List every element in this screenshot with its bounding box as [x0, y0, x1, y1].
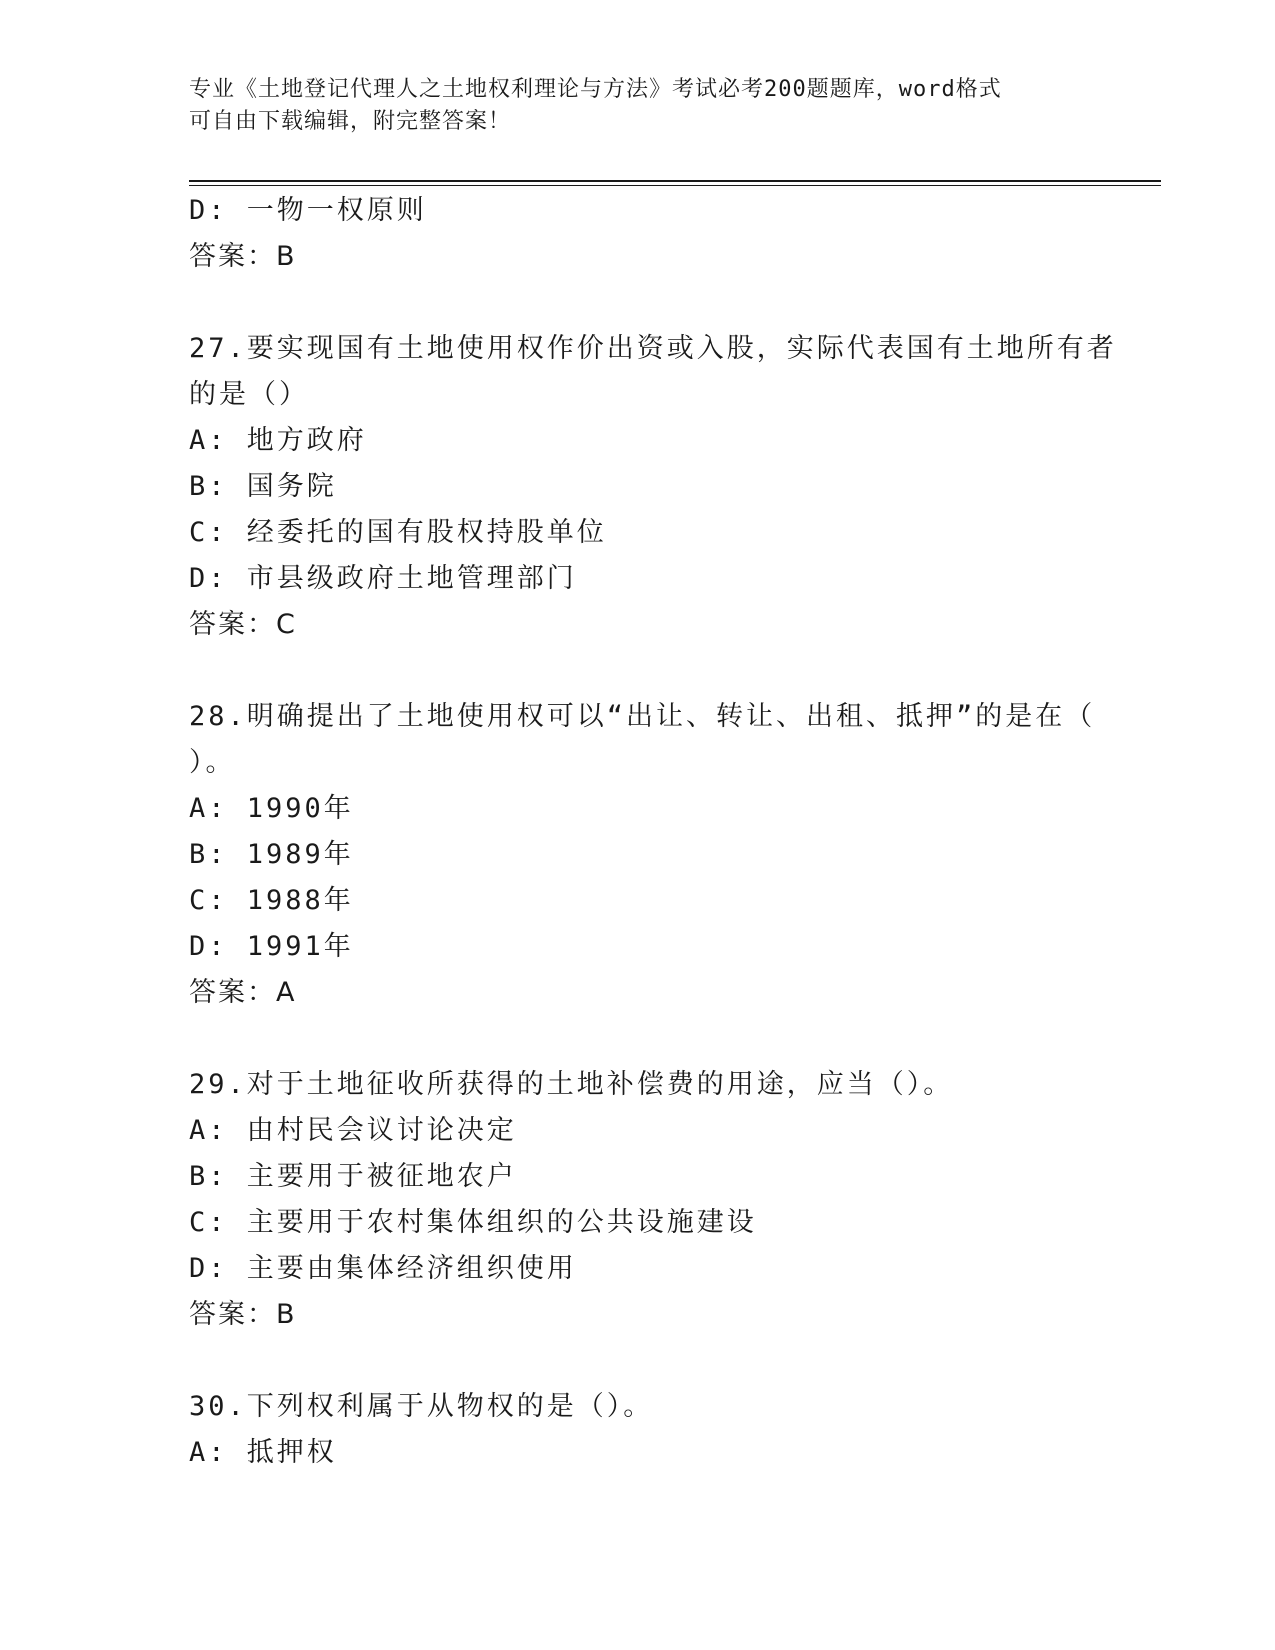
answer-line: 答案：B: [189, 1299, 297, 1330]
option-b: B: 1989年: [189, 839, 354, 870]
option-d: D: 一物一权原则: [189, 195, 427, 226]
question-stem: 的是（）: [189, 379, 309, 410]
question-stem: ）。: [189, 747, 236, 778]
question-stem: 28.明确提出了土地使用权可以“出让、转让、出租、抵押”的是在（: [189, 701, 1096, 732]
spacer: [189, 648, 1089, 694]
option-a: A: 1990年: [189, 793, 354, 824]
option-a: A: 地方政府: [189, 425, 367, 456]
answer-line: 答案：B: [189, 241, 297, 272]
option-c: C: 1988年: [189, 885, 354, 916]
question-stem: 29.对于土地征收所获得的土地补偿费的用途，应当（）。: [189, 1069, 954, 1100]
question-30: [189, 1384, 1089, 1476]
option-a: A: 由村民会议讨论决定: [189, 1115, 517, 1146]
option-c: C: 经委托的国有股权持股单位: [189, 517, 607, 548]
spacer: [189, 280, 1089, 326]
header-line-2: 可自由下载编辑，附完整答案！: [189, 109, 512, 134]
document-header: [189, 74, 1059, 138]
header-rule-thin: [189, 185, 1161, 186]
question-29: [189, 1062, 1089, 1338]
spacer: [189, 1338, 1089, 1384]
option-c: C: 主要用于农村集体组织的公共设施建设: [189, 1207, 757, 1238]
header-rule-thick: [189, 180, 1161, 182]
question-28: [189, 694, 1096, 1016]
option-d: D: 1991年: [189, 931, 354, 962]
option-b: B: 国务院: [189, 471, 337, 502]
answer-line: 答案：C: [189, 609, 297, 640]
question-list: [189, 188, 1117, 1476]
previous-question-tail: [189, 188, 1089, 280]
question-27: [189, 326, 1117, 648]
spacer: [189, 1016, 1089, 1062]
option-b: B: 主要用于被征地农户: [189, 1161, 517, 1192]
answer-line: 答案：A: [189, 977, 297, 1008]
option-d: D: 主要由集体经济组织使用: [189, 1253, 577, 1284]
option-a: A: 抵押权: [189, 1437, 337, 1468]
header-line-1: 专业《土地登记代理人之土地权利理论与方法》考试必考200题题库，word格式: [189, 77, 1002, 102]
question-stem: 30.下列权利属于从物权的是（）。: [189, 1391, 654, 1422]
question-stem: 27.要实现国有土地使用权作价出资或入股，实际代表国有土地所有者: [189, 333, 1117, 364]
option-d: D: 市县级政府土地管理部门: [189, 563, 577, 594]
